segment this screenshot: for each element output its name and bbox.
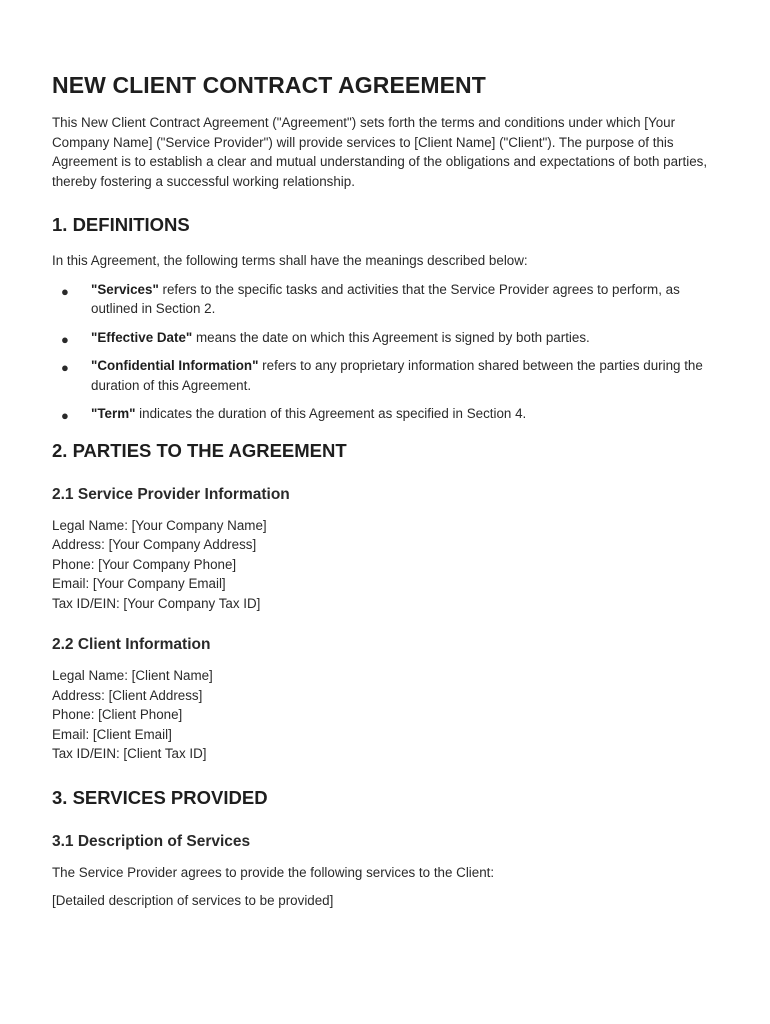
client-legal-name: Legal Name: [Client Name] bbox=[52, 668, 213, 683]
services-heading: 3. SERVICES PROVIDED bbox=[52, 786, 268, 808]
services-placeholder: [Detailed description of services to be provided] bbox=[52, 893, 334, 908]
client-info-block bbox=[52, 666, 720, 764]
bullet-icon: ● bbox=[61, 360, 69, 375]
definitions-list bbox=[52, 280, 720, 424]
provider-address: Address: [Your Company Address] bbox=[52, 537, 257, 552]
definition-term: "Term" bbox=[91, 406, 136, 421]
provider-phone: Phone: [Your Company Phone] bbox=[52, 556, 237, 572]
definition-item bbox=[52, 404, 720, 424]
services-lead: The Service Provider agrees to provide the following services to the Client: bbox=[52, 864, 495, 880]
definition-term: "Services" bbox=[91, 281, 159, 297]
definition-text: refers to the specific tasks and activities that the Service Provider agrees to perform, as outlined in Section 2. bbox=[91, 281, 680, 316]
definition-term: "Effective Date" bbox=[91, 329, 193, 345]
bullet-icon: ● bbox=[61, 283, 69, 299]
definition-text: indicates the duration of this Agreement as specified in Section 4. bbox=[135, 406, 527, 421]
bullet-icon: ● bbox=[61, 331, 69, 347]
client-phone: Phone: [Client Phone] bbox=[52, 707, 183, 722]
definition-text: refers to any proprietary information shared between the parties during the duration of this Agreement. bbox=[91, 358, 703, 393]
definition-item bbox=[52, 328, 720, 348]
definition-text: means the date on which this Agreement is signed by both parties. bbox=[192, 329, 590, 345]
document-title: NEW CLIENT CONTRACT AGREEMENT bbox=[52, 72, 486, 98]
definition-item bbox=[52, 280, 720, 319]
intro-paragraph: This New Client Contract Agreement ("Agreement") sets forth the terms and conditions under which [Your Company Name] ("Service Provider") will provide services to [Client Name] ("Client"). The purpose of this Agreement is to establish a clear and mutual understanding of the obligations and expectations of both parties, thereby fostering a successful working relationship. bbox=[52, 115, 708, 189]
client-info-heading: 2.2 Client Information bbox=[52, 636, 211, 653]
provider-info-block bbox=[52, 516, 720, 614]
provider-tax-id: Tax ID/EIN: [Your Company Tax ID] bbox=[52, 595, 261, 611]
provider-email: Email: [Your Company Email] bbox=[52, 576, 226, 591]
client-tax-id: Tax ID/EIN: [Client Tax ID] bbox=[52, 746, 207, 761]
bullet-icon: ● bbox=[61, 408, 69, 423]
definitions-heading: 1. DEFINITIONS bbox=[52, 214, 190, 235]
definitions-lead: In this Agreement, the following terms shall have the meanings described below: bbox=[52, 253, 528, 268]
parties-heading: 2. PARTIES TO THE AGREEMENT bbox=[52, 439, 347, 461]
client-address: Address: [Client Address] bbox=[52, 687, 203, 703]
provider-info-heading: 2.1 Service Provider Information bbox=[52, 485, 290, 503]
definition-term: "Confidential Information" bbox=[91, 358, 259, 373]
services-description-heading: 3.1 Description of Services bbox=[52, 832, 251, 850]
definition-item bbox=[52, 356, 720, 395]
provider-legal-name: Legal Name: [Your Company Name] bbox=[52, 517, 267, 533]
client-email: Email: [Client Email] bbox=[52, 726, 172, 742]
